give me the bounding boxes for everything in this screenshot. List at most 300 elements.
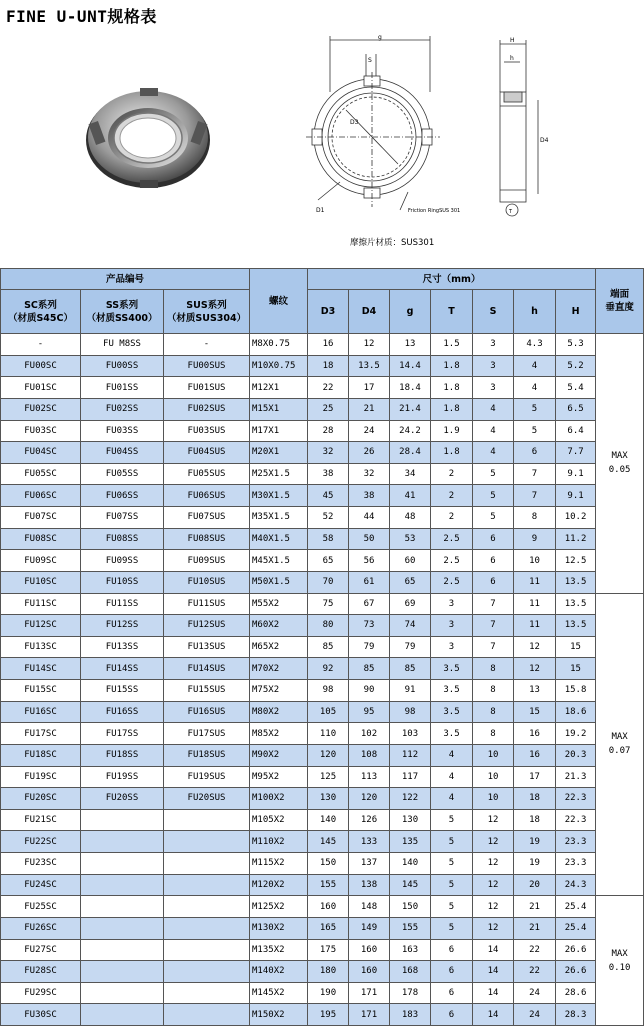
table-cell: FU10SUS — [164, 571, 250, 593]
table-cell: 6 — [431, 982, 473, 1004]
table-cell: 14 — [473, 961, 514, 983]
table-cell: 18 — [308, 355, 349, 377]
table-cell: FU28SC — [1, 961, 81, 983]
table-cell: 125 — [308, 766, 349, 788]
table-cell: 16 — [308, 334, 349, 356]
table-cell: 15 — [556, 636, 596, 658]
table-cell: 5 — [514, 420, 556, 442]
table-row — [1, 420, 644, 442]
header-size-h: H — [556, 290, 596, 334]
table-cell: 9 — [514, 528, 556, 550]
front-view-drawing — [300, 32, 470, 222]
table-cell: 44 — [349, 507, 390, 529]
table-cell: 22 — [514, 961, 556, 983]
table-cell: 50 — [349, 528, 390, 550]
table-cell: M100X2 — [250, 788, 308, 810]
table-cell: 24.3 — [556, 874, 596, 896]
table-cell: 12 — [473, 896, 514, 918]
table-cell: 10 — [473, 744, 514, 766]
table-cell: 32 — [308, 442, 349, 464]
table-cell: 16 — [514, 744, 556, 766]
table-cell: 10 — [514, 550, 556, 572]
table-cell: 160 — [349, 961, 390, 983]
table-cell: 190 — [308, 982, 349, 1004]
table-cell: 11.2 — [556, 528, 596, 550]
table-cell: 155 — [390, 917, 431, 939]
table-cell: FU16SC — [1, 701, 81, 723]
table-cell: FU04SC — [1, 442, 81, 464]
table-cell: 4 — [473, 398, 514, 420]
header-size-d3: D3 — [308, 290, 349, 334]
table-cell: M50X1.5 — [250, 571, 308, 593]
table-cell: 19.2 — [556, 723, 596, 745]
table-cell: 28.4 — [390, 442, 431, 464]
table-cell: 117 — [390, 766, 431, 788]
header-size-g: g — [390, 290, 431, 334]
table-cell: FU07SUS — [164, 507, 250, 529]
table-cell: M8X0.75 — [250, 334, 308, 356]
table-cell: 4 — [514, 355, 556, 377]
header-perpendicularity: 端面 垂直度 — [596, 269, 644, 334]
table-cell: - — [164, 334, 250, 356]
table-cell: 12 — [473, 831, 514, 853]
table-cell: 20.3 — [556, 744, 596, 766]
table-cell: 4 — [473, 442, 514, 464]
table-cell: 5 — [431, 809, 473, 831]
table-cell: FU05SS — [81, 463, 164, 485]
header-ss-series: SS系列 （材质SS400） — [81, 290, 164, 334]
table-cell: 18 — [514, 788, 556, 810]
dim-label-h-big: H — [510, 37, 515, 44]
table-cell: 2 — [431, 507, 473, 529]
table-cell: 41 — [390, 485, 431, 507]
table-cell: 5 — [431, 917, 473, 939]
table-cell: 17 — [514, 766, 556, 788]
table-cell: FU00SS — [81, 355, 164, 377]
table-cell: 14.4 — [390, 355, 431, 377]
table-row — [1, 658, 644, 680]
table-cell — [164, 853, 250, 875]
table-cell: 13 — [390, 334, 431, 356]
table-cell: 7 — [473, 615, 514, 637]
table-cell: 9.1 — [556, 463, 596, 485]
table-cell — [164, 831, 250, 853]
table-cell: 28.3 — [556, 1004, 596, 1026]
table-cell: 15 — [514, 701, 556, 723]
table-row — [1, 680, 644, 702]
table-cell: 2 — [431, 485, 473, 507]
table-cell: 10 — [473, 788, 514, 810]
table-cell: 183 — [390, 1004, 431, 1026]
table-cell: 13.5 — [556, 593, 596, 615]
table-cell: 15.8 — [556, 680, 596, 702]
table-cell: FU05SC — [1, 463, 81, 485]
header-size-t: T — [431, 290, 473, 334]
table-cell: M140X2 — [250, 961, 308, 983]
table-cell: 45 — [308, 485, 349, 507]
table-cell: 2.5 — [431, 571, 473, 593]
table-cell: 6 — [473, 571, 514, 593]
table-cell: M30X1.5 — [250, 485, 308, 507]
table-cell: 1.9 — [431, 420, 473, 442]
table-cell: 61 — [349, 571, 390, 593]
table-cell: 19 — [514, 853, 556, 875]
table-cell: FU09SC — [1, 550, 81, 572]
table-cell: M65X2 — [250, 636, 308, 658]
table-cell: 3.5 — [431, 701, 473, 723]
table-cell: 160 — [349, 939, 390, 961]
dim-label-d4: D4 — [540, 137, 549, 144]
table-cell: 85 — [308, 636, 349, 658]
table-cell: 12 — [473, 874, 514, 896]
table-cell: 113 — [349, 766, 390, 788]
table-cell: FU27SC — [1, 939, 81, 961]
table-cell: FU13SS — [81, 636, 164, 658]
table-cell: 1.5 — [431, 334, 473, 356]
table-cell: 5 — [431, 874, 473, 896]
table-cell: 25.4 — [556, 917, 596, 939]
table-cell: 7 — [473, 593, 514, 615]
table-cell: M105X2 — [250, 809, 308, 831]
table-cell: 138 — [349, 874, 390, 896]
table-row — [1, 701, 644, 723]
table-cell: 6 — [473, 550, 514, 572]
table-cell: 5.3 — [556, 334, 596, 356]
table-cell: 4 — [431, 766, 473, 788]
table-cell: 110 — [308, 723, 349, 745]
table-cell: 24 — [514, 982, 556, 1004]
dim-label-t: T — [509, 209, 513, 215]
table-cell: FU19SS — [81, 766, 164, 788]
table-cell: 92 — [308, 658, 349, 680]
table-cell: 18.4 — [390, 377, 431, 399]
dim-label-h-small: h — [510, 55, 514, 62]
friction-ring-label: Friction RingSUS 301 — [408, 208, 461, 214]
table-cell: 4 — [431, 744, 473, 766]
table-cell: FU03SS — [81, 420, 164, 442]
table-cell: FU25SC — [1, 896, 81, 918]
table-cell: 12 — [473, 853, 514, 875]
table-cell: 5.2 — [556, 355, 596, 377]
table-cell: 24 — [349, 420, 390, 442]
perpendicularity-cell: MAX 0.10 — [596, 896, 644, 1026]
table-cell: M12X1 — [250, 377, 308, 399]
table-cell — [164, 809, 250, 831]
table-cell: 1.8 — [431, 442, 473, 464]
table-cell: 1.8 — [431, 377, 473, 399]
table-cell: 17 — [349, 377, 390, 399]
table-cell: 6.4 — [556, 420, 596, 442]
table-cell: 8 — [473, 701, 514, 723]
table-cell: 48 — [390, 507, 431, 529]
table-cell: 98 — [308, 680, 349, 702]
table-cell — [164, 896, 250, 918]
table-cell: 28.6 — [556, 982, 596, 1004]
table-cell: 74 — [390, 615, 431, 637]
table-cell — [81, 961, 164, 983]
table-cell: 3.5 — [431, 658, 473, 680]
table-cell: 5 — [473, 507, 514, 529]
table-cell: 14 — [473, 982, 514, 1004]
table-cell: 133 — [349, 831, 390, 853]
spec-table-body — [1, 334, 644, 1026]
table-cell: FU02SUS — [164, 398, 250, 420]
table-cell: 26.6 — [556, 939, 596, 961]
table-cell: FU01SC — [1, 377, 81, 399]
table-cell: 15 — [556, 658, 596, 680]
table-cell: M40X1.5 — [250, 528, 308, 550]
table-cell: M145X2 — [250, 982, 308, 1004]
table-cell: 145 — [390, 874, 431, 896]
table-cell: 3 — [473, 355, 514, 377]
table-cell: FU17SUS — [164, 723, 250, 745]
table-cell: 25 — [308, 398, 349, 420]
table-row — [1, 442, 644, 464]
table-cell: M125X2 — [250, 896, 308, 918]
table-row — [1, 571, 644, 593]
table-cell: FU14SS — [81, 658, 164, 680]
table-cell: 98 — [390, 701, 431, 723]
table-cell: FU08SC — [1, 528, 81, 550]
dim-label-s: S — [368, 57, 372, 64]
table-row — [1, 896, 644, 918]
table-cell: 195 — [308, 1004, 349, 1026]
table-cell: 130 — [308, 788, 349, 810]
table-cell: FU24SC — [1, 874, 81, 896]
table-cell: FU08SUS — [164, 528, 250, 550]
table-cell: 38 — [308, 463, 349, 485]
table-cell: 102 — [349, 723, 390, 745]
table-cell: 21 — [514, 917, 556, 939]
table-cell: FU07SS — [81, 507, 164, 529]
table-cell: 65 — [308, 550, 349, 572]
table-cell: 5.4 — [556, 377, 596, 399]
table-cell: 12 — [514, 658, 556, 680]
table-cell: 70 — [308, 571, 349, 593]
table-cell: 18 — [514, 809, 556, 831]
table-cell: FU04SS — [81, 442, 164, 464]
table-cell: 69 — [390, 593, 431, 615]
table-cell: 13.5 — [556, 615, 596, 637]
table-cell: 5 — [431, 853, 473, 875]
table-cell — [81, 874, 164, 896]
table-cell: FU M8SS — [81, 334, 164, 356]
table-row — [1, 744, 644, 766]
table-cell — [81, 982, 164, 1004]
table-cell: M25X1.5 — [250, 463, 308, 485]
table-cell: 22 — [514, 939, 556, 961]
table-cell: 120 — [349, 788, 390, 810]
table-cell: 67 — [349, 593, 390, 615]
perpendicularity-cell: MAX 0.05 — [596, 334, 644, 594]
table-cell: M55X2 — [250, 593, 308, 615]
table-cell: 4 — [514, 377, 556, 399]
table-cell: M15X1 — [250, 398, 308, 420]
table-row — [1, 939, 644, 961]
table-cell: 6 — [431, 1004, 473, 1026]
table-cell: 13 — [514, 680, 556, 702]
table-cell: 12 — [473, 917, 514, 939]
table-row — [1, 1004, 644, 1026]
table-cell: FU09SS — [81, 550, 164, 572]
table-cell: 28 — [308, 420, 349, 442]
locknut-photo — [78, 82, 218, 192]
table-cell: 135 — [390, 831, 431, 853]
table-cell: 22.3 — [556, 788, 596, 810]
table-cell — [164, 982, 250, 1004]
table-cell: 130 — [390, 809, 431, 831]
table-cell: FU01SUS — [164, 377, 250, 399]
table-row — [1, 485, 644, 507]
table-cell: M17X1 — [250, 420, 308, 442]
table-cell: - — [1, 334, 81, 356]
table-cell: FU16SS — [81, 701, 164, 723]
table-cell: FU02SC — [1, 398, 81, 420]
table-cell: FU20SUS — [164, 788, 250, 810]
table-cell: FU05SUS — [164, 463, 250, 485]
table-cell — [164, 939, 250, 961]
table-cell: FU11SS — [81, 593, 164, 615]
table-cell: FU18SC — [1, 744, 81, 766]
table-cell: 12 — [473, 809, 514, 831]
table-cell: 3 — [431, 593, 473, 615]
table-cell — [81, 896, 164, 918]
table-cell: 165 — [308, 917, 349, 939]
table-cell: 178 — [390, 982, 431, 1004]
table-row — [1, 961, 644, 983]
table-cell: 91 — [390, 680, 431, 702]
table-cell: 10.2 — [556, 507, 596, 529]
table-cell: 4.3 — [514, 334, 556, 356]
table-cell: 4 — [473, 420, 514, 442]
table-cell — [81, 917, 164, 939]
table-cell: M85X2 — [250, 723, 308, 745]
table-cell: FU19SC — [1, 766, 81, 788]
side-view-drawing — [482, 34, 552, 220]
table-cell: 19 — [514, 831, 556, 853]
table-cell: 108 — [349, 744, 390, 766]
table-cell: FU11SUS — [164, 593, 250, 615]
table-cell: 11 — [514, 615, 556, 637]
table-cell: FU04SUS — [164, 442, 250, 464]
header-thread: 螺纹 — [250, 269, 308, 334]
table-row — [1, 398, 644, 420]
table-cell: FU15SC — [1, 680, 81, 702]
table-cell: 4 — [431, 788, 473, 810]
table-cell: M60X2 — [250, 615, 308, 637]
table-cell: 137 — [349, 853, 390, 875]
table-cell: FU17SC — [1, 723, 81, 745]
table-cell: 7.7 — [556, 442, 596, 464]
table-cell: 21.3 — [556, 766, 596, 788]
table-cell: 171 — [349, 1004, 390, 1026]
table-cell: 5 — [473, 463, 514, 485]
table-cell: 25.4 — [556, 896, 596, 918]
table-cell: FU20SC — [1, 788, 81, 810]
table-cell: FU18SS — [81, 744, 164, 766]
table-cell: FU07SC — [1, 507, 81, 529]
friction-material-caption: 摩擦片材质：SUS301 — [350, 238, 435, 248]
table-cell: FU06SUS — [164, 485, 250, 507]
table-cell: 21 — [349, 398, 390, 420]
table-cell: 8 — [514, 507, 556, 529]
table-cell: 5 — [431, 896, 473, 918]
table-cell: FU03SC — [1, 420, 81, 442]
table-cell: 32 — [349, 463, 390, 485]
table-row — [1, 528, 644, 550]
table-row — [1, 809, 644, 831]
table-cell: 22 — [308, 377, 349, 399]
table-cell: 38 — [349, 485, 390, 507]
table-cell: 140 — [308, 809, 349, 831]
table-cell: 2 — [431, 463, 473, 485]
table-cell: 6 — [473, 528, 514, 550]
table-cell: M150X2 — [250, 1004, 308, 1026]
table-cell: 85 — [390, 658, 431, 680]
table-cell: 112 — [390, 744, 431, 766]
table-cell — [81, 939, 164, 961]
table-cell: 103 — [390, 723, 431, 745]
table-cell: 175 — [308, 939, 349, 961]
table-cell: 90 — [349, 680, 390, 702]
table-cell: FU17SS — [81, 723, 164, 745]
table-cell: 155 — [308, 874, 349, 896]
page-title: FINE U-UNT规格表 — [6, 7, 157, 26]
table-cell: M130X2 — [250, 917, 308, 939]
table-cell: FU22SC — [1, 831, 81, 853]
table-cell: 2.5 — [431, 550, 473, 572]
table-cell: 79 — [349, 636, 390, 658]
header-sc-series: SC系列 （材质S45C） — [1, 290, 81, 334]
table-row — [1, 463, 644, 485]
table-cell: 34 — [390, 463, 431, 485]
table-cell: 6.5 — [556, 398, 596, 420]
table-cell: 6 — [514, 442, 556, 464]
table-row — [1, 917, 644, 939]
table-cell: 10 — [473, 766, 514, 788]
table-cell: 3 — [431, 615, 473, 637]
table-cell: FU10SS — [81, 571, 164, 593]
table-cell: 5 — [431, 831, 473, 853]
table-cell: 122 — [390, 788, 431, 810]
table-cell: M120X2 — [250, 874, 308, 896]
table-cell — [164, 1004, 250, 1026]
table-cell: 160 — [308, 896, 349, 918]
table-cell: FU00SC — [1, 355, 81, 377]
spec-table — [0, 268, 644, 1026]
table-cell: FU15SS — [81, 680, 164, 702]
table-cell: M90X2 — [250, 744, 308, 766]
table-cell: 3 — [431, 636, 473, 658]
table-cell: 13.5 — [349, 355, 390, 377]
table-cell: FU11SC — [1, 593, 81, 615]
table-cell: 8 — [473, 680, 514, 702]
table-row — [1, 982, 644, 1004]
header-sus-series: SUS系列 （材质SUS304） — [164, 290, 250, 334]
table-cell: 85 — [349, 658, 390, 680]
table-cell: 8 — [473, 723, 514, 745]
table-cell: M10X0.75 — [250, 355, 308, 377]
table-cell — [164, 961, 250, 983]
table-cell: 7 — [514, 485, 556, 507]
table-cell: FU30SC — [1, 1004, 81, 1026]
table-row — [1, 593, 644, 615]
dim-label-d3: D3 — [350, 119, 359, 126]
table-row — [1, 723, 644, 745]
table-cell — [81, 853, 164, 875]
table-cell: 21.4 — [390, 398, 431, 420]
table-cell: M70X2 — [250, 658, 308, 680]
